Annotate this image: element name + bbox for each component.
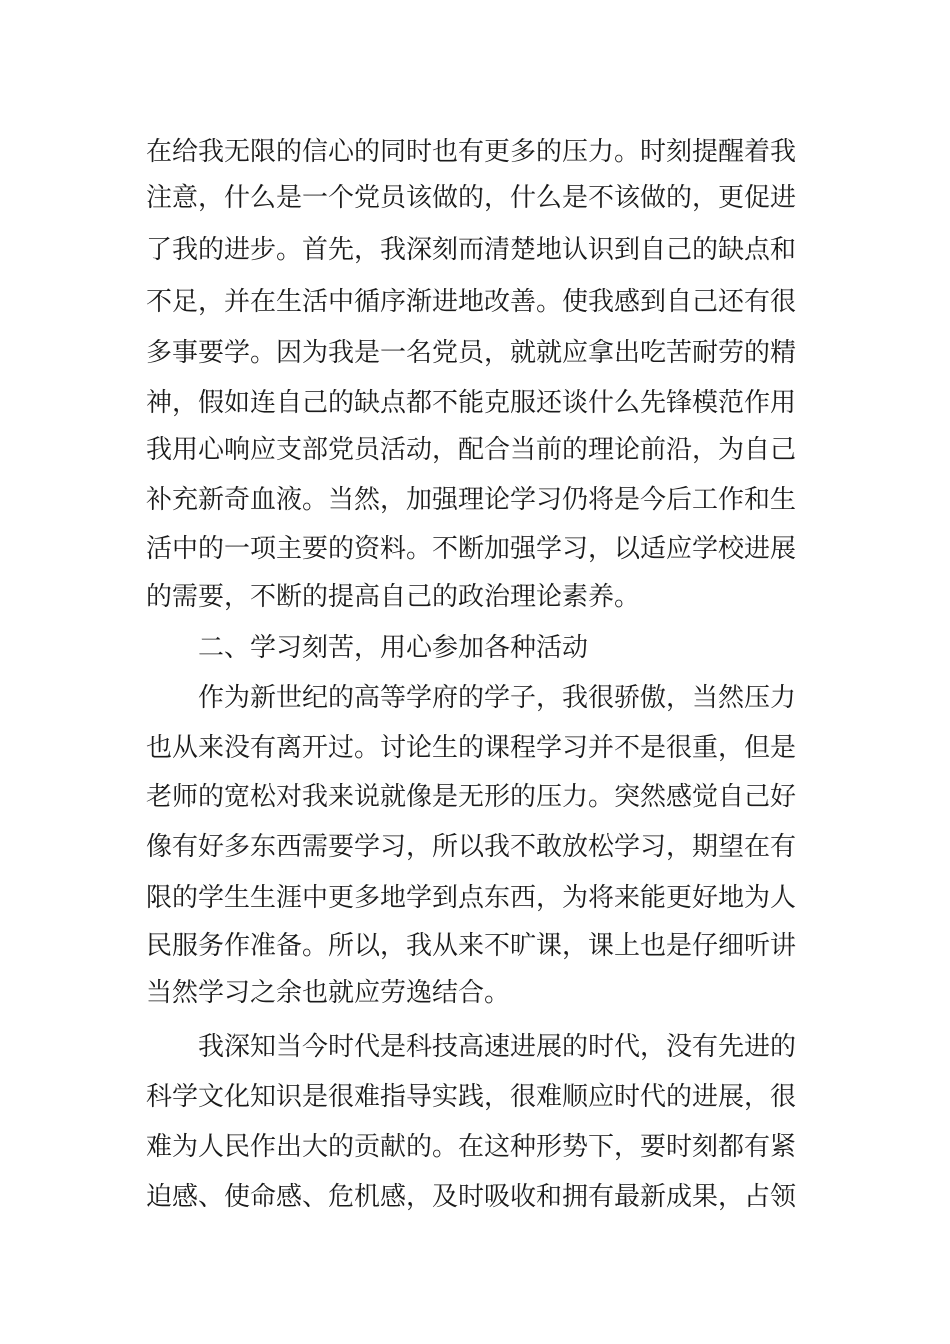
text-line: 神，假如连自己的缺点都不能克服还谈什么先锋模范作用 [146, 388, 797, 418]
text-line: 活中的一项主要的资料。不断加强学习，以适应学校进展 [146, 534, 797, 564]
text-line: 不足，并在生活中循序渐进地改善。使我感到自己还有很 [146, 287, 797, 317]
text-line: 像有好多东西需要学习，所以我不敢放松学习，期望在有 [146, 832, 797, 862]
text-line: 多事要学。因为我是一名党员，就就应拿出吃苦耐劳的精 [146, 338, 797, 368]
text-line: 迫感、使命感、危机感，及时吸收和拥有最新成果，占领 [146, 1182, 797, 1212]
text-line: 作为新世纪的高等学府的学子，我很骄傲，当然压力 [198, 683, 797, 713]
text-line: 民服务作准备。所以，我从来不旷课，课上也是仔细听讲 [146, 931, 797, 961]
text-line: 我用心响应支部党员活动，配合当前的理论前沿，为自己 [146, 435, 797, 465]
text-line: 注意，什么是一个党员该做的，什么是不该做的，更促进 [146, 183, 797, 213]
text-line: 科学文化知识是很难指导实践，很难顺应时代的进展，很 [146, 1082, 797, 1112]
text-line: 了我的进步。首先，我深刻而清楚地认识到自己的缺点和 [146, 235, 797, 265]
text-line: 也从来没有离开过。讨论生的课程学习并不是很重，但是 [146, 733, 797, 763]
text-line: 的需要，不断的提高自己的政治理论素养。 [146, 582, 641, 612]
text-line: 老师的宽松对我来说就像是无形的压力。突然感觉自己好 [146, 782, 797, 812]
text-line: 限的学生生涯中更多地学到点东西，为将来能更好地为人 [146, 883, 797, 913]
text-line: 我深知当今时代是科技高速进展的时代，没有先进的 [198, 1032, 797, 1062]
text-line: 当然学习之余也就应劳逸结合。 [146, 978, 511, 1008]
section-heading: 二、学习刻苦，用心参加各种活动 [198, 633, 589, 663]
text-line: 补充新奇血液。当然，加强理论学习仍将是今后工作和生 [146, 485, 797, 515]
text-line: 在给我无限的信心的同时也有更多的压力。时刻提醒着我 [146, 137, 797, 167]
text-line: 难为人民作出大的贡献的。在这种形势下，要时刻都有紧 [146, 1132, 797, 1162]
